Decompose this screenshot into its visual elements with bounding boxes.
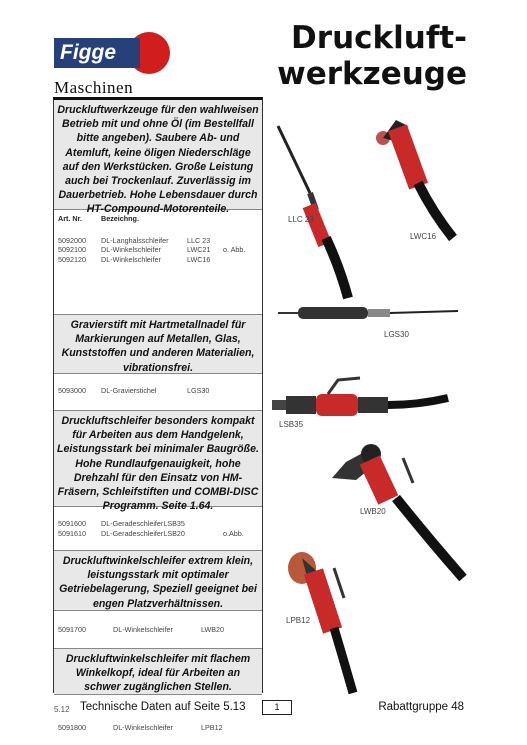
section-1-rows xyxy=(54,210,262,315)
tool-illustrations xyxy=(268,98,473,698)
table-row xyxy=(58,245,258,255)
row-name: DL-GeradeschleiferLSB20 xyxy=(101,528,185,538)
table-row xyxy=(58,529,258,539)
lwc16-tool-image xyxy=(376,120,453,238)
label-lwc16: LWC16 xyxy=(410,232,437,241)
row-model: LWC16 xyxy=(187,254,211,264)
row-note: o. Abb. xyxy=(223,245,246,254)
row-nr: 5092120 xyxy=(58,254,86,264)
title-line-1: Druckluft- xyxy=(291,20,467,56)
section-5-description: Druckluftwinkelschleifer mit flachem Winkelkopf, ideal für Arbeiten an schwer zugänglichen Stellen. xyxy=(54,649,262,695)
section-2-rows xyxy=(54,374,262,411)
row-name: DL-Langhalsschleifer xyxy=(101,235,169,245)
table-row xyxy=(58,236,258,246)
row-name: DL-Gravierstichel xyxy=(101,386,157,395)
section-4-description: Druckluftwinkelschleifer extrem klein, leistungsstark mit optimaler Getriebelagerung, Speziell geeignet bei engen Platzverhältnissen. xyxy=(54,551,262,611)
section-1-description: Druckluftwerkzeuge für den wahlweisen Betrieb mit und ohne Öl (im Bestellfall bitte angeben). Saubere Ab- und Atemluft, keine öligen Niederschläge auf den Werkstücken. Große Leistung auch bei Trockenlauf. Zuverlässig im Dauerbetrieb. Hohe Lebensdauer durch HT-Compound-Motorenteile. xyxy=(54,100,262,210)
row-nr: 5092100 xyxy=(58,245,86,254)
footer-box: 1 xyxy=(262,700,292,715)
row-name: DL-GeradeschleiferLSB35 xyxy=(101,519,185,528)
row-model: LWB20 xyxy=(201,625,225,634)
label-lwb20: LWB20 xyxy=(360,507,386,516)
section-3-rows xyxy=(54,507,262,551)
row-nr: 5091610 xyxy=(58,528,86,538)
row-model: LGS30 xyxy=(187,386,210,395)
section-2-description: Gravierstift mit Hartmetallnadel für Markierungen auf Metallen, Glas, Kunststoffen und anderen Materialien, vibrationsfrei. xyxy=(54,315,262,374)
brand-logo xyxy=(54,32,172,76)
title-line-2: werkzeuge xyxy=(277,56,467,92)
row-model: LLC 23 xyxy=(187,235,211,245)
page-title xyxy=(277,20,467,92)
lwb20-tool-image xyxy=(332,444,463,578)
row-note: o.Abb. xyxy=(223,528,244,538)
table-row xyxy=(58,386,258,396)
table-row xyxy=(58,255,258,265)
logo-text: Figge xyxy=(54,38,140,68)
discount-group: Rabattgruppe 48 xyxy=(378,701,464,713)
header-art-nr: Art. Nr. xyxy=(58,214,82,223)
label-llc23: LLC 23 xyxy=(288,215,314,224)
label-lgs30: LGS30 xyxy=(384,330,409,339)
llc23-tool-image xyxy=(278,126,348,298)
row-model: LWC21 xyxy=(187,245,211,254)
row-nr: 5091700 xyxy=(58,625,86,634)
table-row xyxy=(58,625,258,635)
table-row xyxy=(58,723,258,733)
tech-data-reference: Technische Daten auf Seite 5.13 xyxy=(80,701,246,713)
header-name: Bezeichng. xyxy=(101,214,139,223)
label-lpb12: LPB12 xyxy=(286,616,311,625)
row-name: DL-Winkelschleifer xyxy=(113,723,173,732)
section-3-description: Druckluftschleifer besonders kompakt für Arbeiten aus dem Handgelenk, Leistungsstark bei minimaler Baugröße. Hohe Rundlaufgenauigkeit, hohe Drehzahl für den Einsatz von HM-Fräsern, Schleifstiften und COMBI-DISC Programm. Seite 1.64. xyxy=(54,411,262,507)
label-lsb35: LSB35 xyxy=(279,420,304,429)
page-number: 5.12 xyxy=(54,705,70,714)
row-model: LPB12 xyxy=(201,723,223,732)
lsb35-tool-image xyxy=(272,378,448,416)
table-row xyxy=(58,519,258,529)
section-4-rows xyxy=(54,611,262,649)
row-nr: 5091600 xyxy=(58,519,86,528)
row-name: DL-Winkelschleifer xyxy=(101,245,161,254)
lgs30-tool-image xyxy=(278,307,458,319)
row-nr: 5093000 xyxy=(58,386,86,395)
row-name: DL-Winkelschleifer xyxy=(113,625,173,634)
brand-subtitle: Maschinen xyxy=(54,78,134,97)
row-nr: 5092000 xyxy=(58,235,86,245)
row-name: DL-Winkelschleifer xyxy=(101,254,161,264)
row-nr: 5091800 xyxy=(58,723,86,732)
